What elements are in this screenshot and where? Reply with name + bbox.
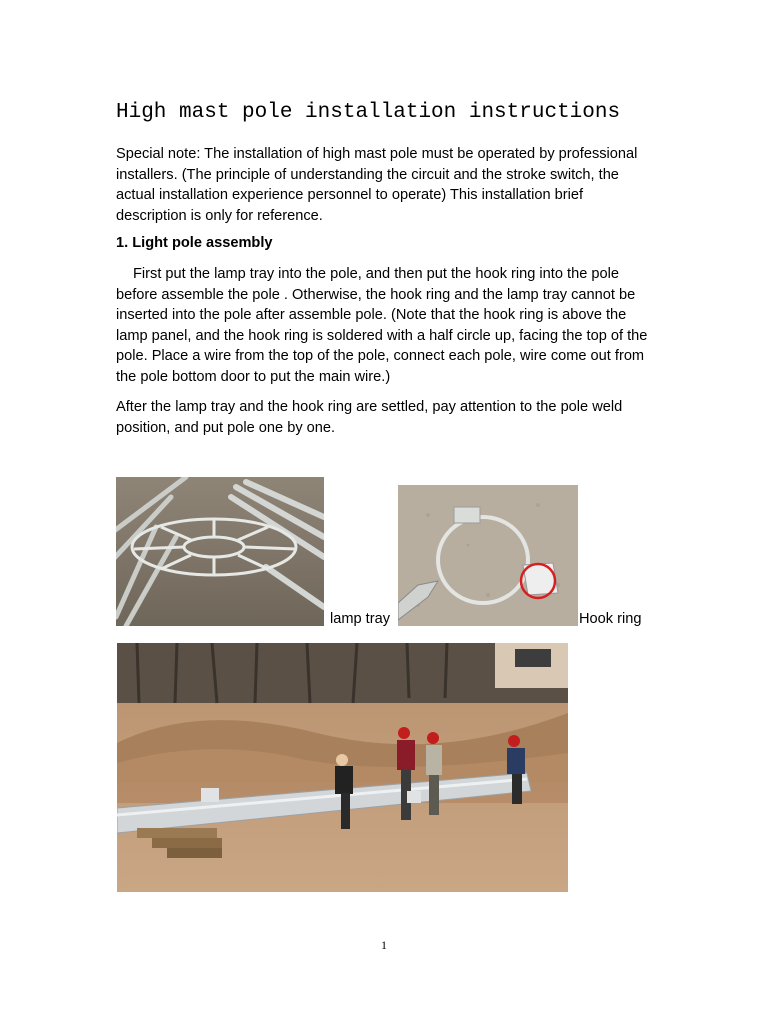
lamp-tray-caption: lamp tray (330, 611, 391, 627)
pole-installation-photo (117, 643, 568, 892)
special-note-paragraph: Special note: The installation of high mast pole must be operated by professional installers. (The principle of understanding the circuit and the stroke switch, the actual installation experience personnel to operate) This installation brief description is only for reference. (116, 146, 638, 224)
page-title: High mast pole installation instructions (116, 101, 621, 124)
hook-ring-caption: Hook ring (579, 611, 642, 627)
page-number: 1 (381, 938, 387, 952)
section-heading-light-pole-assembly: 1. Light pole assembly (116, 235, 273, 251)
assembly-paragraph-1: First put the lamp tray into the pole, and then put the hook ring into the pole before assemble the pole . Otherwise, the hook ring and the lamp tray cannot be inserted into the pole after assemble pole. (Note that the hook ring is above the lamp panel, and the hook ring is soldered with a half circle up, facing the top of the pole. Place a wire from the top of the pole, connect each pole, wire come out from the pole bottom door to put the main wire.) (116, 266, 648, 385)
hook-ring-photo (398, 485, 578, 626)
assembly-paragraph-2: After the lamp tray and the hook ring are settled, pay attention to the pole weld position, and put pole one by one. (116, 399, 623, 436)
lamp-tray-photo (116, 477, 324, 626)
